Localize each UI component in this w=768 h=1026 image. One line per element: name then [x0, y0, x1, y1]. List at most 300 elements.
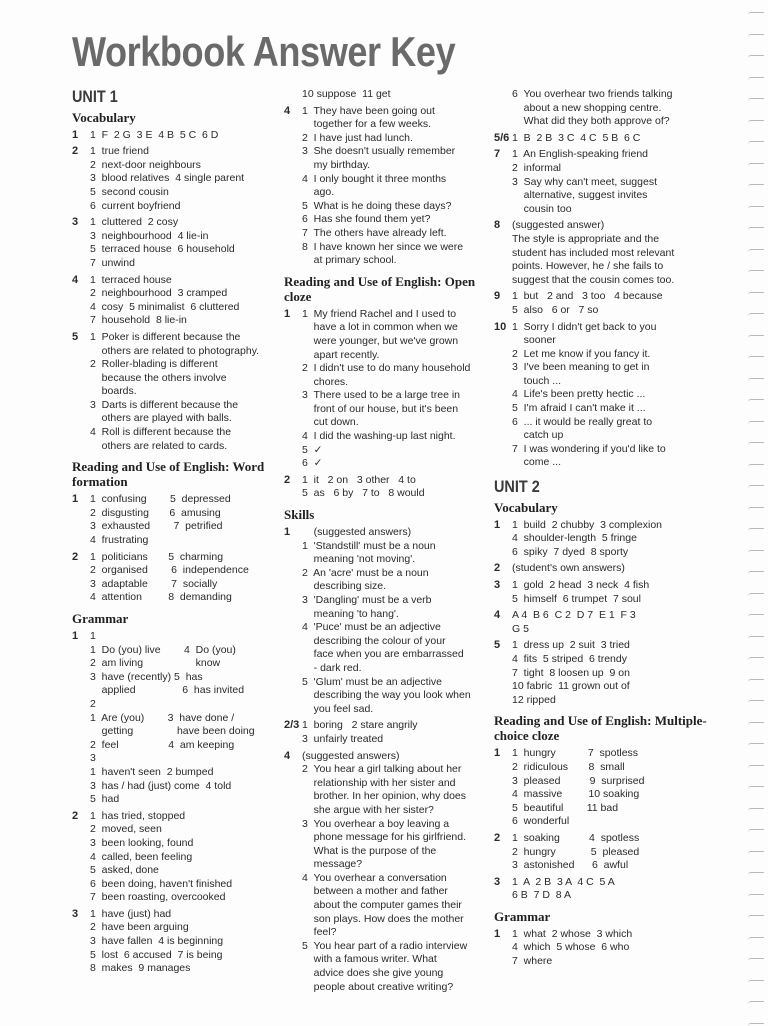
answer-lines — [90, 630, 280, 807]
answer-line: 5 'Glum' must be an adjective — [302, 675, 442, 688]
spiral-ring — [748, 335, 764, 338]
question-number: 2/3 — [284, 719, 300, 732]
answer-lines — [512, 519, 720, 560]
question-number: 1 — [494, 927, 501, 940]
answer-item — [68, 810, 280, 905]
answer-line: (suggested answers) — [302, 526, 412, 539]
answer-line: 1 An English-speaking friend — [512, 148, 649, 161]
answer-line: 5 I'm afraid I can't make it ... — [512, 402, 646, 415]
answer-line: 2 organised 6 independence — [90, 564, 249, 577]
answer-line: 5 had — [90, 793, 120, 806]
answer-line: 1 Sorry I didn't get back to you — [512, 320, 657, 333]
question-number: 2 — [494, 831, 501, 844]
answer-item — [490, 876, 720, 903]
answer-line: 1 gold 2 head 3 neck 4 fish — [512, 579, 650, 591]
unit1-heading: UNIT 1 — [72, 87, 118, 106]
answer-line: 7 household 8 lie-in — [90, 314, 187, 327]
question-number: 3 — [494, 579, 501, 591]
question-number: 3 — [494, 875, 501, 888]
spiral-ring — [748, 227, 764, 230]
answer-line: because the others involve — [90, 371, 227, 384]
answer-line: 7 I was wondering if you'd like to — [512, 442, 666, 455]
answer-lines — [512, 832, 720, 873]
multiple-choice-cloze-heading: Reading and Use of English: Multiple-choice cloze — [494, 713, 707, 744]
answer-line: 3 adaptable 7 socially — [90, 577, 218, 590]
spiral-ring — [748, 12, 764, 15]
skills-continued-list — [490, 88, 720, 470]
answer-item — [490, 219, 720, 287]
answer-line: 2 next-door neighbours — [90, 158, 201, 171]
answer-lines — [512, 747, 720, 829]
answer-line: front of our house, but it's been — [302, 402, 459, 415]
question-number: 1 — [494, 747, 501, 760]
answer-line: student has included most relevant — [512, 246, 675, 259]
answer-line: 4 Roll is different because the — [90, 426, 232, 439]
answer-line: applied 6 has invited — [90, 684, 245, 697]
answer-lines — [512, 290, 720, 317]
answer-item — [280, 88, 487, 102]
answer-line: 4 cosy 5 minimalist 6 cluttered — [90, 300, 240, 313]
answer-line: suggest that the cousin comes too. — [512, 273, 675, 286]
answer-line: 5 You hear part of a radio interview — [302, 939, 468, 952]
answer-line: (student's own answers) — [512, 562, 625, 575]
answer-lines — [90, 331, 280, 453]
answer-line: 2 have been arguing — [90, 921, 189, 934]
column-1 — [68, 88, 280, 979]
page-title: Workbook Answer Key — [72, 28, 456, 75]
spiral-ring — [748, 55, 764, 58]
answer-line: chores. — [302, 375, 349, 388]
answer-line: 5 ✓ — [302, 443, 323, 456]
answer-line: 1 soaking 4 spotless — [512, 831, 640, 844]
spiral-ring — [748, 1001, 764, 1004]
word-formation-list — [68, 493, 280, 605]
answer-line: 1 — [90, 630, 96, 642]
answer-line: 1 Do (you) live 4 Do (you) — [90, 643, 236, 656]
answer-line: 3 You overhear a boy leaving a — [302, 817, 450, 830]
spiral-ring — [748, 120, 764, 123]
answer-item — [490, 290, 720, 317]
spiral-ring — [748, 485, 764, 488]
question-number: 5 — [72, 330, 79, 343]
spiral-ring — [748, 614, 764, 617]
answer-line: 2 hungry 5 pleased — [512, 845, 640, 858]
answer-line: face when you are embarrassed — [302, 648, 464, 661]
skills-list — [280, 526, 487, 994]
answer-line: 1 but 2 and 3 too 4 because — [512, 290, 663, 303]
answer-line: touch ... — [512, 374, 562, 387]
spiral-ring — [748, 851, 764, 854]
answer-item — [490, 519, 720, 560]
answer-line: 5 lost 6 accused 7 is being — [90, 948, 223, 961]
answer-lines — [512, 928, 720, 969]
answer-line: 6 You overhear two friends talking — [512, 88, 673, 100]
answer-lines — [90, 129, 280, 143]
answer-line: 4 Life's been pretty hectic ... — [512, 388, 646, 401]
answer-line: feel? — [302, 926, 337, 939]
answer-item — [68, 493, 280, 547]
answer-line: 1 terraced house — [90, 273, 172, 286]
answer-lines — [512, 88, 720, 129]
answer-line: 1 have (just) had — [90, 907, 172, 920]
answer-line: you feel sad. — [302, 702, 374, 715]
unit2-grammar-heading: Grammar — [494, 908, 551, 924]
answer-lines — [302, 88, 487, 102]
column-3 — [490, 88, 720, 972]
answer-line: 6 spiky 7 dyed 8 sporty — [512, 545, 629, 558]
answer-line: about a new shopping centre. — [512, 101, 662, 114]
answer-lines — [90, 551, 280, 605]
answer-item — [280, 105, 487, 268]
answer-line: 6 ... it would be really great to — [512, 415, 653, 428]
answer-line: between a mother and father — [302, 885, 448, 898]
answer-lines — [90, 216, 280, 270]
question-number: 2 — [494, 562, 501, 575]
spiral-ring — [748, 958, 764, 961]
answer-line: 7 where — [512, 955, 553, 968]
answer-line: 2 ridiculous 8 small — [512, 760, 625, 773]
answer-lines — [90, 810, 280, 905]
answer-line: 4 massive 10 soaking — [512, 788, 640, 801]
answer-line: brother. In her opinion, why does — [302, 790, 467, 803]
answer-line: A 4 B 6 C 2 D 7 E 1 F 3 — [512, 609, 636, 622]
spiral-ring — [748, 550, 764, 553]
answer-lines — [512, 639, 720, 707]
answer-line: 10 fabric 11 grown out of — [512, 680, 630, 693]
answer-item — [68, 551, 280, 605]
answer-item — [490, 88, 720, 129]
answer-line: 8 I have known her since we were — [302, 240, 464, 253]
answer-line: 3 She doesn't usually remember — [302, 145, 456, 158]
answer-line: 1 Are (you) 3 have done / — [90, 711, 235, 724]
answer-line: 3 neighbourhood 4 lie-in — [90, 229, 209, 242]
spiral-ring — [748, 808, 764, 811]
answer-line: 1 cluttered 2 cosy — [90, 216, 179, 229]
answer-line: What did they both approve of? — [512, 115, 670, 128]
answer-line: relationship with her sister and — [302, 776, 456, 789]
answer-item — [68, 630, 280, 807]
answer-line: 7 been roasting, overcooked — [90, 891, 226, 904]
answer-lines — [512, 609, 720, 636]
answer-line: 10 suppose 11 get — [302, 88, 391, 100]
answer-line: 1 They have been going out — [302, 104, 435, 117]
multiple-choice-cloze-list — [490, 747, 720, 903]
unit2-grammar-list — [490, 928, 720, 969]
answer-item — [280, 719, 487, 746]
question-number: 3 — [72, 216, 79, 229]
answer-line: 1 My friend Rachel and I used to — [302, 307, 457, 320]
answer-lines — [90, 274, 280, 328]
answer-line: 12 ripped — [512, 693, 556, 706]
answer-line: 7 unwind — [90, 256, 135, 269]
answer-line: 1 boring 2 stare angrily — [302, 719, 418, 732]
answer-line: 5 himself 6 trumpet 7 soul — [512, 592, 641, 605]
spiral-ring — [748, 829, 764, 832]
answer-line: 8 makes 9 manages — [90, 962, 191, 975]
answer-line: 6 ✓ — [302, 457, 323, 470]
answer-line: sooner — [512, 334, 556, 347]
answer-line: 1 hungry 7 spotless — [512, 747, 639, 760]
answer-line: 4 'Puce' must be an adjective — [302, 621, 441, 634]
answer-line: The style is appropriate and the — [512, 232, 660, 245]
answer-line: 4 shoulder-length 5 fringe — [512, 532, 637, 545]
question-number: 1 — [72, 630, 79, 642]
answer-line: 1 true friend — [90, 145, 149, 158]
answer-line: advice does she give young — [302, 967, 444, 980]
answer-lines — [512, 132, 720, 146]
answer-item — [490, 928, 720, 969]
spiral-ring — [748, 507, 764, 510]
answer-line: 6 been doing, haven't finished — [90, 877, 233, 890]
answer-item — [280, 526, 487, 716]
grammar-list — [68, 630, 280, 976]
question-number: 4 — [72, 273, 79, 286]
unit2-vocab-list — [490, 519, 720, 708]
answer-line: 1 what 2 whose 3 which — [512, 927, 633, 940]
answer-line: 6 Has she found them yet? — [302, 213, 431, 226]
answer-line: apart recently. — [302, 348, 380, 361]
answer-line: 2 am living know — [90, 657, 221, 670]
spiral-ring — [748, 378, 764, 381]
answer-line: son plays. How does the mother — [302, 912, 464, 925]
answer-item — [68, 331, 280, 453]
spiral-ring — [748, 722, 764, 725]
answer-item — [68, 908, 280, 976]
answer-item — [68, 274, 280, 328]
answer-line: 4 fits 5 striped 6 trendy — [512, 652, 627, 665]
answer-item — [280, 750, 487, 995]
unit2-vocabulary-heading: Vocabulary — [494, 499, 558, 515]
answer-line: at primary school. — [302, 254, 397, 267]
answer-lines — [512, 219, 720, 287]
vocabulary-heading: Vocabulary — [72, 109, 136, 125]
spiral-ring — [748, 1023, 764, 1026]
answer-line: 6 wonderful — [512, 815, 570, 828]
answer-line: 3 Say why can't meet, suggest — [512, 175, 657, 188]
spiral-ring — [748, 184, 764, 187]
answer-line: 2 moved, seen — [90, 823, 162, 836]
question-number: 4 — [494, 609, 501, 622]
question-number: 5 — [494, 639, 501, 652]
answer-line: meaning 'not moving'. — [302, 553, 416, 566]
answer-item — [280, 474, 487, 501]
answer-line: 4 I did the washing-up last night. — [302, 430, 456, 443]
answer-line: 3 'Dangling' must be a verb — [302, 594, 432, 606]
answer-line: 1 has tried, stopped — [90, 809, 186, 822]
answer-line: 3 unfairly treated — [302, 732, 384, 745]
answer-line: others are related to photography. — [90, 344, 260, 357]
answer-line: 3 have fallen 4 is beginning — [90, 935, 224, 948]
question-number: 8 — [494, 219, 501, 232]
question-number: 1 — [284, 526, 291, 539]
answer-item — [490, 609, 720, 636]
answer-lines — [90, 145, 280, 213]
grammar-heading: Grammar — [72, 611, 129, 626]
spiral-ring — [748, 34, 764, 37]
answer-line: 2 — [90, 697, 96, 710]
answer-line: 5 What is he doing these days? — [302, 199, 452, 212]
answer-line: phone message for his girlfriend. — [302, 831, 467, 844]
question-number: 3 — [72, 907, 79, 920]
answer-line: 3 has / had (just) come 4 told — [90, 779, 232, 792]
question-number: 1 — [284, 307, 291, 320]
answer-line: 1 'Standstill' must be a noun — [302, 539, 436, 552]
spiral-ring — [748, 442, 764, 445]
answer-line: boards. — [90, 385, 137, 398]
answer-lines — [302, 750, 487, 995]
spiral-ring — [748, 915, 764, 918]
answer-line: ago. — [302, 186, 335, 199]
answer-line: 5 also 6 or 7 so — [512, 303, 599, 316]
answer-line: 3 exhausted 7 petrified — [90, 520, 223, 533]
answer-line: describing size. — [302, 580, 387, 593]
answer-line: 2 Roller-blading is different — [90, 358, 218, 371]
open-cloze-list — [280, 308, 487, 501]
answer-line: 3 been looking, found — [90, 836, 194, 849]
answer-line: 4 frustrating — [90, 534, 149, 547]
answer-line: 5 as 6 by 7 to 8 would — [302, 487, 425, 500]
answer-line: 2 Let me know if you fancy it. — [512, 347, 651, 360]
question-number: 4 — [284, 749, 291, 762]
answer-line: 7 The others have already left. — [302, 226, 447, 239]
answer-line: 3 blood relatives 4 single parent — [90, 172, 245, 185]
spiral-ring — [748, 141, 764, 144]
spiral-ring — [748, 571, 764, 574]
spiral-ring — [748, 786, 764, 789]
answer-line: 6 current boyfriend — [90, 199, 181, 212]
answer-line: 2 You hear a girl talking about her — [302, 763, 462, 776]
question-number: 10 — [494, 320, 507, 333]
answer-line: 5 beautiful 11 bad — [512, 801, 619, 814]
answer-line: 3 There used to be a large tree in — [302, 389, 460, 402]
spiral-ring — [748, 464, 764, 467]
spiral-ring — [748, 872, 764, 875]
spiral-binding — [738, 0, 768, 1024]
answer-line: about the computer games their — [302, 899, 462, 912]
answer-line: 2 I didn't use to do many household — [302, 362, 471, 375]
answer-line: 1 B 2 B 3 C 4 C 5 B 6 C — [512, 131, 641, 144]
question-number: 4 — [284, 104, 291, 117]
question-number: 1 — [72, 128, 79, 141]
spiral-ring — [748, 77, 764, 80]
question-number: 2 — [72, 145, 79, 158]
answer-line: What is the purpose of the — [302, 844, 437, 857]
answer-item — [490, 132, 720, 146]
answer-line: message? — [302, 858, 363, 871]
answer-line: 1 haven't seen 2 bumped — [90, 765, 214, 778]
answer-line: 5 asked, done — [90, 864, 159, 877]
answer-line: have a lot in common when we — [302, 321, 458, 334]
answer-lines — [302, 308, 487, 471]
answer-line: 6 B 7 D 8 A — [512, 889, 571, 902]
spiral-ring — [748, 163, 764, 166]
answer-line: (suggested answer) — [512, 219, 605, 232]
answer-line: others are played with balls. — [90, 412, 232, 425]
answer-item — [490, 639, 720, 707]
answer-item — [490, 562, 720, 576]
answer-line: 2 disgusting 6 amusing — [90, 506, 221, 519]
answer-item — [490, 579, 720, 606]
answer-item — [68, 145, 280, 213]
spiral-ring — [748, 528, 764, 531]
grammar-continued-list — [280, 88, 487, 268]
answer-lines — [90, 493, 280, 547]
answer-line: were younger, but we've grown — [302, 334, 459, 347]
answer-item — [68, 129, 280, 143]
answer-line: with a famous writer. What — [302, 953, 437, 966]
answer-line: catch up — [512, 429, 564, 442]
answer-line: 4 attention 8 demanding — [90, 591, 232, 604]
answer-item — [490, 321, 720, 471]
answer-line: 4 which 5 whose 6 who — [512, 941, 630, 954]
spiral-ring — [748, 399, 764, 402]
answer-line: describing the way you look when — [302, 689, 471, 702]
question-number: 7 — [494, 148, 501, 161]
question-number — [280, 88, 302, 102]
answer-lines — [512, 876, 720, 903]
spiral-ring — [748, 679, 764, 682]
answer-line: 2 feel 4 am keeping — [90, 738, 235, 751]
answer-line: 1 dress up 2 suit 3 tried — [512, 639, 630, 652]
question-number: 1 — [72, 493, 79, 506]
answer-item — [490, 832, 720, 873]
answer-line: 1 confusing 5 depressed — [90, 493, 231, 506]
answer-lines — [302, 526, 487, 716]
question-number: 2 — [72, 550, 79, 563]
answer-lines — [512, 562, 720, 576]
answer-line: 7 tight 8 loosen up 9 on — [512, 666, 630, 679]
answer-line: cousin too — [512, 202, 572, 215]
answer-lines — [512, 579, 720, 606]
answer-line: 3 — [90, 752, 96, 765]
answer-lines — [512, 321, 720, 471]
answer-line: 2 neighbourhood 3 cramped — [90, 287, 228, 300]
spiral-ring — [748, 98, 764, 101]
answer-line: 1 F 2 G 3 E 4 B 5 C 6 D — [90, 128, 219, 141]
word-formation-heading: Reading and Use of English: Word formation — [72, 459, 265, 490]
answer-line: 1 Poker is different because the — [90, 330, 241, 343]
unit2-heading: UNIT 2 — [494, 477, 540, 497]
spiral-ring — [748, 356, 764, 359]
answer-line: 3 astonished 6 awful — [512, 859, 629, 872]
spiral-ring — [748, 894, 764, 897]
answer-line: 2 An 'acre' must be a noun — [302, 566, 429, 579]
answer-item — [490, 148, 720, 216]
skills-heading: Skills — [284, 507, 315, 523]
question-number: 2 — [284, 473, 291, 486]
answer-lines — [302, 105, 487, 268]
answer-line: 1 A 2 B 3 A 4 C 5 A — [512, 875, 615, 888]
answer-line: cut down. — [302, 416, 359, 429]
vocab-list — [68, 129, 280, 454]
answer-line: 3 have (recently) 5 has — [90, 670, 203, 683]
answer-line: 1 it 2 on 3 other 4 to — [302, 473, 416, 486]
spiral-ring — [748, 937, 764, 940]
spiral-ring — [748, 313, 764, 316]
answer-line: alternative, suggest invites — [512, 189, 648, 202]
answer-line: 1 politicians 5 charming — [90, 550, 224, 563]
answer-item — [490, 747, 720, 829]
spiral-ring — [748, 743, 764, 746]
answer-item — [68, 216, 280, 270]
question-number: 2 — [72, 809, 79, 822]
spiral-ring — [748, 421, 764, 424]
answer-item — [280, 308, 487, 471]
spiral-ring — [748, 700, 764, 703]
spiral-ring — [748, 593, 764, 596]
spiral-ring — [748, 980, 764, 983]
spiral-ring — [748, 292, 764, 295]
